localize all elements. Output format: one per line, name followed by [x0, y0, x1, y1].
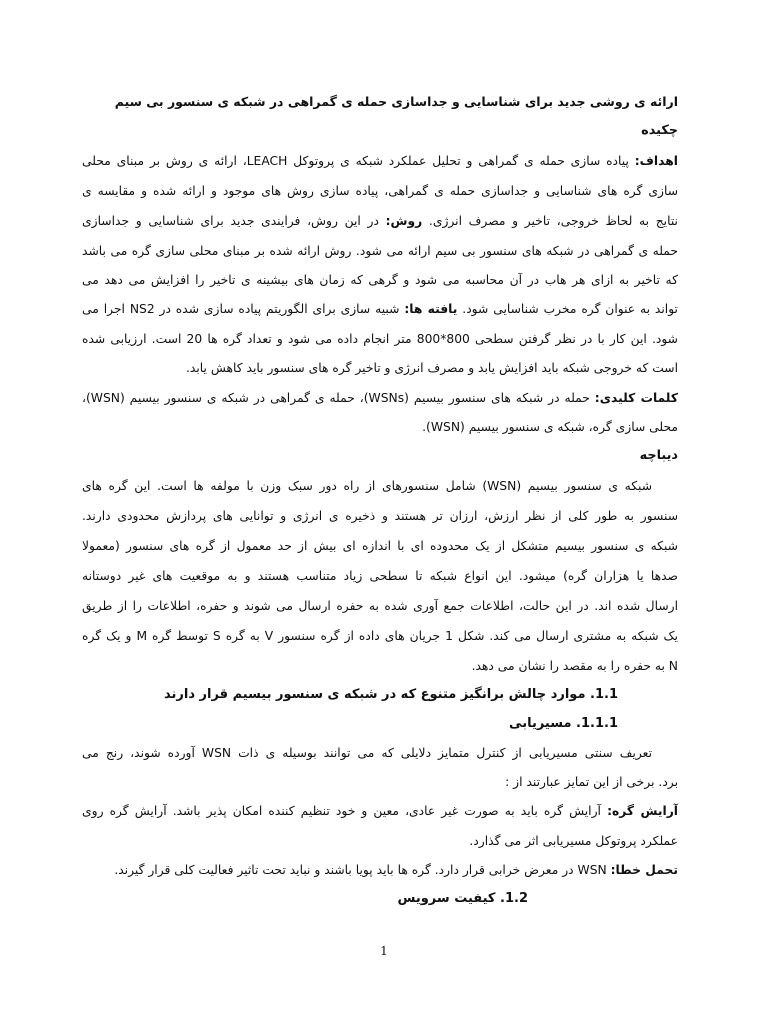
node-arrangement-line-1: آرایش گره: آرایش گره باید به صورت غیر عادی، معین و خود تنظیم کننده امکان پذیر باشد. آرایش گره روی: [82, 804, 678, 818]
findings-label: یافته ها:: [404, 302, 458, 316]
document-title: ارائه ی روشی جدید برای شناسایی و جداسازی حمله ی گمراهی در شبکه ی سنسور بی سیم: [114, 94, 678, 109]
objectives-label: اهداف:: [634, 154, 678, 168]
abstract-line-3: نتایج به لحاظ خروجی، تاخیر و مصرف انرژی. روش: در این روش، فرایندی جدید برای شناسایی و جداسازی: [82, 214, 678, 228]
section-1-1-1-heading: 1.1.1. مسیریابی: [509, 716, 618, 731]
fault-tolerance-line: تحمل خطا: WSN در معرض خرابی قرار دارد. گره ها باید پویا باشند و نباید تحت تاثیر فعالیت کلی قرار گیرند.: [114, 863, 678, 877]
abstract-line-7: شود. این کار با در نظر گرفتن سطحی 800*800 متر انجام داده می شود و تعداد گره ها 20 است. ارزیابی شده: [82, 332, 678, 346]
abstract-line-5: که تاخیر به ازای هر هاب در آن محاسبه می شود و گرهی که زمان های بیشینه ی تاخیر را افزایش می دهد می: [82, 273, 678, 287]
abstract-line-1: اهداف: پیاده سازی حمله ی گمراهی و تحلیل عملکرد شبکه ی پروتوکل LEACH، ارائه ی روش بر مبنای محلی: [82, 154, 678, 168]
keywords-line-2: محلی سازی گره، شبکه ی سنسور بیسیم (WSN).: [422, 420, 678, 434]
node-arrangement-line-2: عملکرد پروتوکل مسیریابی اثر می گذارد.: [469, 834, 678, 848]
intro-line-5: ارسال شده اند. در این حالت، اطلاعات جمع آوری شده به حفره ارسال می شوند و حفره، اطلاعات را از طریق: [82, 599, 678, 613]
abstract-line-2: سازی گره های شناسایی و جداسازی حمله ی گمراهی، پیاده سازی روش های موجود و ارائه شده و مقایسه ی: [82, 184, 678, 198]
routing-line-2: برد. برخی از این تمایز عبارتند از :: [505, 775, 678, 789]
keywords-label: کلمات کلیدی:: [594, 391, 678, 405]
section-1-2-heading: 1.2. کیفیت سرویس: [397, 891, 528, 906]
intro-line-6: یک شبکه به مشتری ارسال می کند. شکل 1 جریان های داده از گره سنسور V به گره S توسط گره M و یک گره: [82, 629, 678, 643]
node-arrangement-label: آرایش گره:: [607, 804, 678, 818]
method-label: روش:: [385, 214, 423, 228]
abstract-heading: چکیده: [641, 123, 678, 138]
fault-tolerance-label: تحمل خطا:: [610, 863, 678, 877]
intro-heading: دیباچه: [639, 448, 678, 463]
page-number: 1: [380, 944, 388, 958]
keywords-line-1: کلمات کلیدی: حمله در شبکه های سنسور بیسیم (WSNs)، حمله ی گمراهی در شبکه ی سنسور بیسیم (WSN)،: [82, 391, 678, 405]
abstract-line-8: است که خروجی شبکه باید افزایش یابد و مصرف انرژی و تاخیر گره های سنسور باید کاهش یابد.: [185, 361, 678, 375]
abstract-line-6: تواند به عنوان گره مخرب شناسایی شود. یافته ها: شبیه سازی برای الگوریتم پیاده سازی شده در NS2 اجرا می: [82, 302, 678, 316]
intro-line-2: سنسور به طور کلی از نظر ارزش، ارزان تر هستند و ذخیره ی انرژی و توانایی های پردازش محدودی دارند.: [82, 509, 678, 523]
intro-line-1: شبکه ی سنسور بیسیم (WSN) شامل سنسورهای از راه دور سبک وزن با مولفه ها است. این گره های: [82, 479, 652, 493]
section-1-1-heading: 1.1. موارد چالش برانگیز متنوع که در شبکه ی سنسور بیسیم قرار دارند: [163, 687, 618, 702]
intro-line-4: صدها یا هزاران گره) میشود. این انواع شبکه تا سطحی زیاد متناسب هستند و به موقعیت های غیر دوستانه: [82, 569, 678, 583]
intro-line-7: N به حفره را به مقصد را نشان می دهد.: [471, 659, 678, 673]
routing-line-1: تعریف سنتی مسیریابی از کنترل متمایز دلایلی که می توانند بوسیله ی ذات WSN آورده شوند، رنج می: [82, 746, 653, 760]
abstract-line-4: حمله ی گمراهی در شبکه های سنسور بی سیم ارائه می شود. روش ارائه شده بر مبنای محلی سازی گره می باشد: [82, 244, 678, 258]
intro-line-3: شبکه ی سنسور بیسیم متشکل از یک محدوده ای با اندازه ای بیش از حد معمول از گره های سنسور (معمولا: [82, 539, 678, 553]
